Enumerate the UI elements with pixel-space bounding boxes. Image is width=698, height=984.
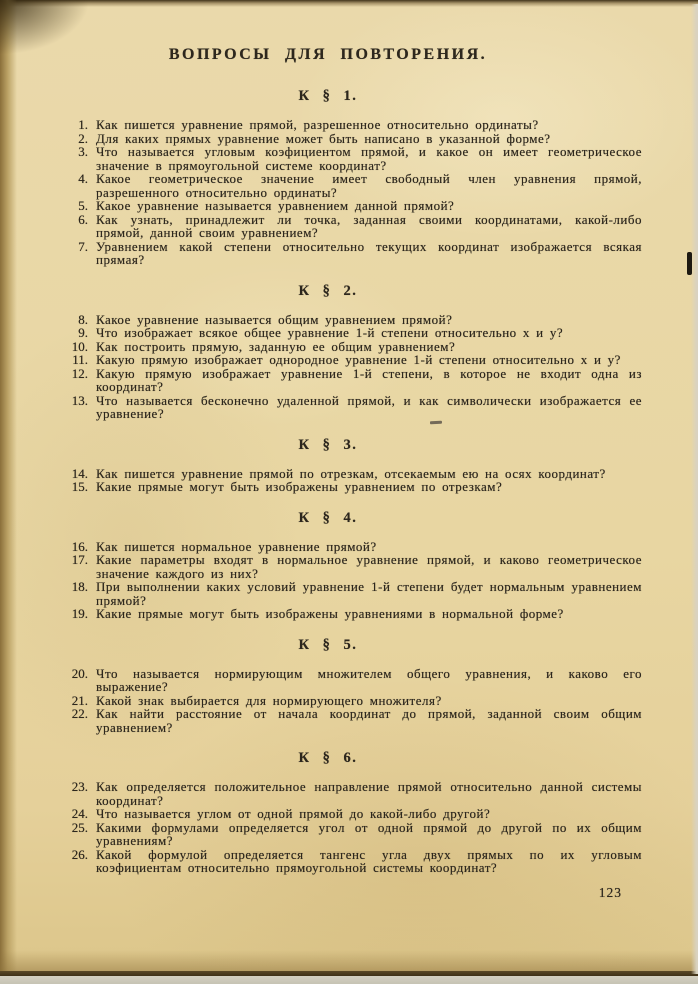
question-item	[58, 707, 642, 734]
question-item	[58, 467, 642, 481]
question-number: 7.	[78, 238, 88, 254]
question-item	[58, 172, 642, 199]
scan-bottom-shadow	[0, 950, 698, 972]
question-number: 13.	[71, 392, 88, 408]
question-text: Какое уравнение называется уравнением данной прямой?	[96, 198, 455, 213]
question-text: Что называется нормирующим множителем общего уравнения, и каково его выражение?	[96, 665, 642, 694]
question-text: Какие прямые могут быть изображены уравнением по отрезкам?	[96, 479, 503, 494]
section	[58, 437, 642, 494]
section	[58, 283, 642, 421]
section-heading: К § 3.	[298, 436, 358, 453]
question-number: 11.	[72, 352, 88, 367]
question-item	[58, 667, 642, 694]
question-number: 8.	[78, 311, 88, 327]
question-item	[58, 821, 642, 848]
question-text: Какое уравнение называется общим уравнением прямой?	[96, 311, 453, 327]
question-item	[58, 480, 642, 494]
question-text: Уравнением какой степени относительно текущих координат изображается всякая прямая?	[96, 238, 642, 267]
question-number: 12.	[71, 365, 88, 381]
question-item	[58, 807, 642, 821]
page-title: ВОПРОСЫ ДЛЯ ПОВТОРЕНИЯ.	[168, 46, 488, 63]
question-item	[58, 340, 642, 354]
question-number: 15.	[71, 479, 88, 494]
question-item	[58, 607, 642, 621]
question-number: 16.	[71, 538, 88, 554]
question-item	[58, 394, 642, 421]
scan-backing-strip	[0, 976, 698, 984]
scan-edge-right	[691, 4, 698, 974]
question-number: 10.	[71, 338, 88, 354]
question-number: 17.	[71, 552, 88, 567]
question-item	[58, 240, 642, 267]
question-number: 5.	[78, 198, 88, 213]
question-text: Что изображает всякое общее уравнение 1-й степени относительно x и y?	[96, 325, 564, 340]
section	[58, 637, 642, 735]
question-text: Какими формулами определяется угол от одной прямой до другой по их общим уравнениям?	[96, 819, 642, 848]
question-item	[58, 199, 642, 213]
sections	[58, 88, 642, 875]
question-number: 14.	[71, 465, 88, 481]
section-heading: К § 6.	[298, 750, 358, 766]
question-text: Что называется бесконечно удаленной прямой, и как символически изображается ее уравнение?	[96, 392, 642, 421]
question-item	[58, 540, 642, 554]
question-text: Что называется угловым коэфициентом прямой, и какое он имеет геометрическое значение в прямоугольной системе координат?	[96, 144, 642, 173]
question-number: 25.	[71, 819, 88, 835]
question-text: Что называется углом от одной прямой до какой-либо другой?	[96, 806, 491, 821]
question-text: Какое геометрическое значение имеет свободный член уравнения прямой, разрешенного относительно ординаты?	[96, 171, 642, 200]
question-number: 4.	[78, 171, 88, 186]
question-number: 19.	[71, 606, 88, 621]
question-number: 3.	[78, 144, 88, 159]
question-item	[58, 353, 642, 367]
scan-edge-left	[0, 0, 17, 972]
scan-corner-shadow	[0, 0, 90, 55]
question-text: Как пишется нормальное уравнение прямой?	[96, 538, 377, 554]
question-number: 2.	[78, 130, 88, 146]
page-content	[58, 46, 642, 901]
scan-edge-top	[0, 0, 698, 7]
section	[58, 510, 642, 621]
section	[58, 750, 642, 875]
question-text: Как определяется положительное направление прямой относительно данной системы координат?	[96, 779, 642, 808]
question-text: Какую прямую изображает уравнение 1-й степени, в которое не входит одна из координат?	[96, 365, 642, 394]
question-number: 18.	[71, 579, 88, 594]
question-text: Как построить прямую, заданную ее общим уравнением?	[96, 338, 456, 354]
question-text: Как пишется уравнение прямой, разрешенное относительно ординаты?	[96, 117, 539, 132]
question-number: 24.	[71, 806, 88, 821]
section-heading: К § 1.	[298, 88, 358, 104]
question-text: Как узнать, принадлежит ли точка, заданная своими координатами, какой-либо прямой, данной своим уравнением?	[96, 211, 642, 240]
question-item	[58, 553, 642, 580]
question-text: Какие прямые могут быть изображены уравнениями в нормальной форме?	[96, 606, 564, 621]
section-heading: К § 2.	[298, 282, 358, 299]
question-number: 23.	[71, 779, 88, 794]
question-text: Какие параметры входят в нормальное уравнение прямой, и каково геометрическое значение каждого из них?	[96, 552, 642, 581]
question-number: 9.	[78, 325, 88, 340]
question-number: 20.	[71, 665, 88, 681]
question-item	[58, 367, 642, 394]
question-item	[58, 213, 642, 240]
question-item	[58, 780, 642, 807]
question-text: Какую прямую изображает однородное уравнение 1-й степени относительно x и y?	[96, 352, 621, 367]
question-item	[58, 118, 642, 132]
question-number: 22.	[71, 706, 88, 721]
pencil-mark	[430, 421, 442, 425]
question-text: Какой формулой определяется тангенс угла двух прямых по их угловым коэфициентам относительно прямоугольной системы координат?	[96, 846, 642, 875]
question-item	[58, 132, 642, 146]
question-number: 1.	[78, 117, 88, 132]
question-item	[58, 580, 642, 607]
question-item	[58, 145, 642, 172]
question-item	[58, 848, 642, 875]
section	[58, 88, 642, 267]
question-text: При выполнении каких условий уравнение 1-й степени будет нормальным уравнением прямой?	[96, 579, 642, 608]
question-number: 26.	[71, 846, 88, 862]
section-heading: К § 5.	[298, 636, 358, 653]
question-text: Как найти расстояние от начала координат до прямой, заданной своим общим уравнением?	[96, 706, 642, 735]
question-text: Какой знак выбирается для нормирующего множителя?	[96, 692, 442, 708]
question-item	[58, 313, 642, 327]
page-number: 123	[598, 884, 622, 900]
question-text: Как пишется уравнение прямой по отрезкам, отсекаемым ею на осях координат?	[96, 465, 606, 481]
question-number: 6.	[78, 211, 88, 227]
ink-mark	[687, 252, 692, 275]
section-heading: К § 4.	[298, 509, 358, 526]
question-item	[58, 694, 642, 708]
question-text: Для каких прямых уравнение может быть написано в указанной форме?	[96, 130, 551, 146]
question-item	[58, 326, 642, 340]
question-number: 21.	[71, 692, 88, 708]
